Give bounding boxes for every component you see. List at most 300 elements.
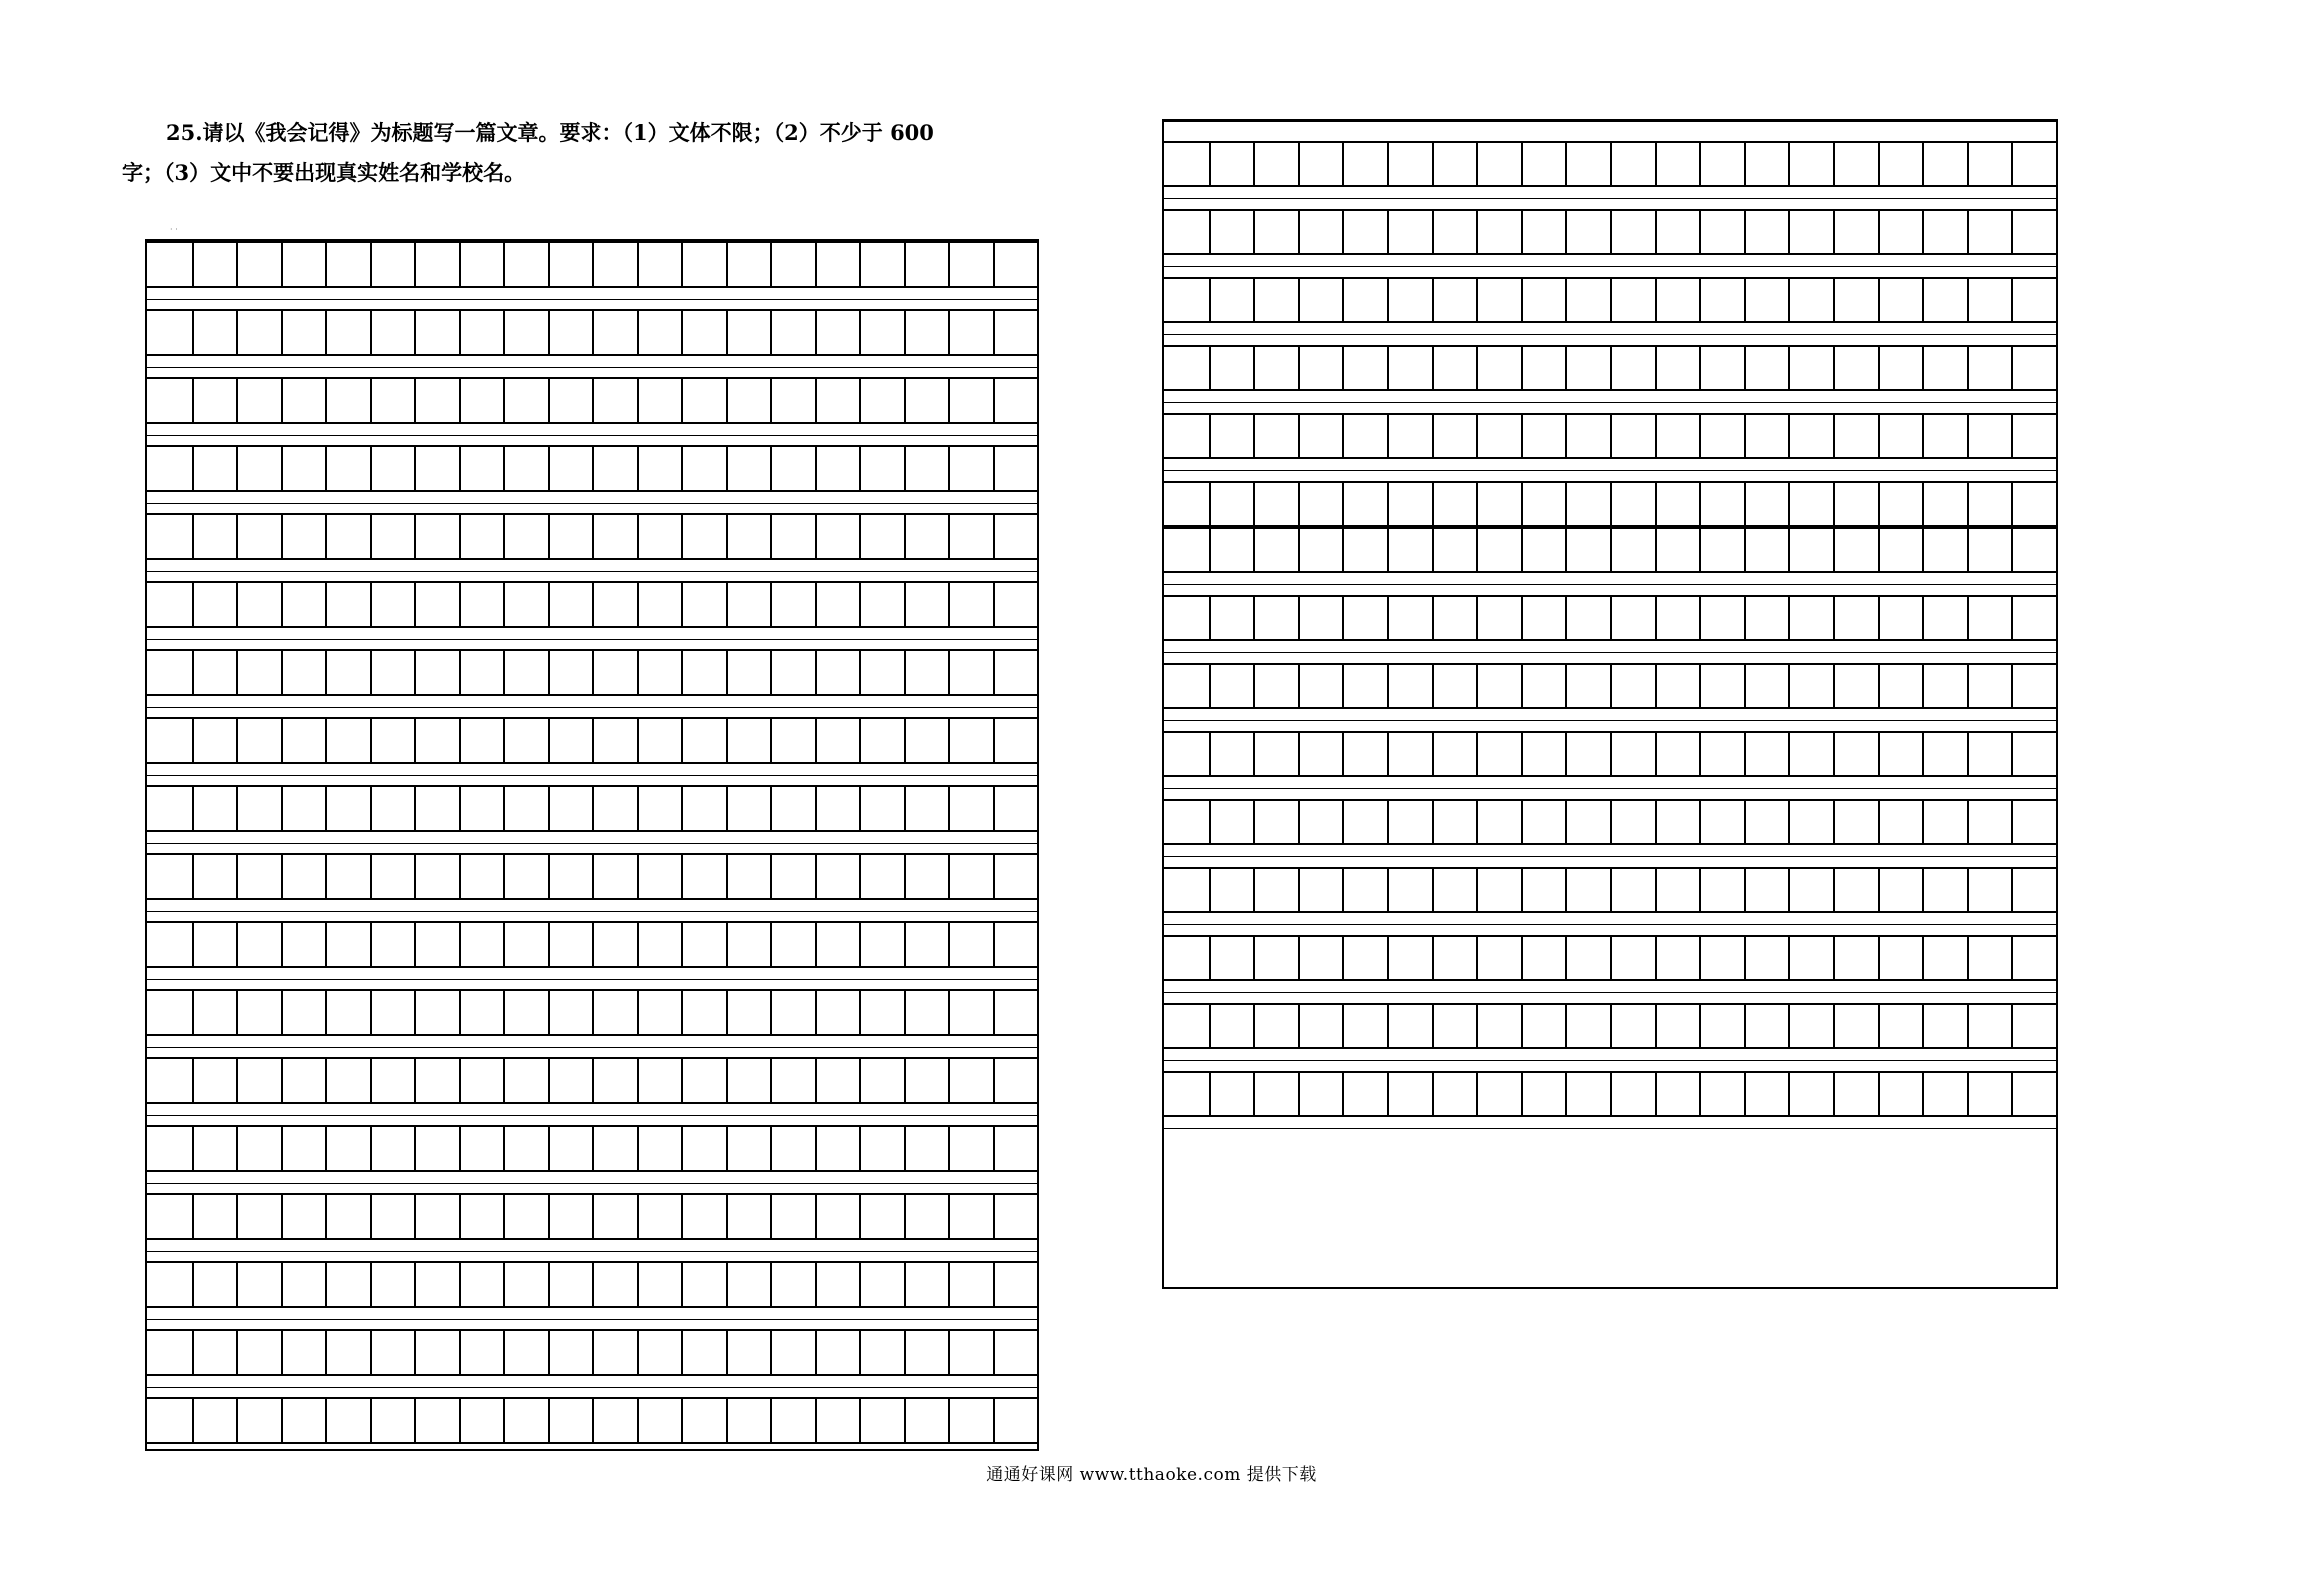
grid-cell[interactable] bbox=[236, 717, 283, 764]
grid-cell[interactable] bbox=[993, 717, 1040, 764]
grid-cell[interactable] bbox=[1833, 209, 1880, 255]
grid-cell[interactable] bbox=[325, 785, 372, 832]
grid-cell[interactable] bbox=[993, 921, 1040, 968]
grid-cell[interactable] bbox=[192, 445, 239, 492]
grid-cell[interactable] bbox=[770, 377, 817, 424]
grid-cell[interactable] bbox=[370, 309, 417, 356]
grid-cell[interactable] bbox=[1788, 867, 1835, 913]
grid-cell[interactable] bbox=[859, 1057, 906, 1104]
grid-cell[interactable] bbox=[1432, 209, 1479, 255]
grid-cell[interactable] bbox=[1164, 527, 1211, 573]
grid-cell[interactable] bbox=[503, 241, 550, 288]
grid-cell[interactable] bbox=[1476, 1071, 1523, 1117]
grid-cell[interactable] bbox=[770, 989, 817, 1036]
grid-cell[interactable] bbox=[1164, 731, 1211, 777]
grid-cell[interactable] bbox=[1387, 141, 1434, 187]
grid-cell[interactable] bbox=[948, 785, 995, 832]
grid-cell[interactable] bbox=[726, 1329, 773, 1376]
grid-cell[interactable] bbox=[1833, 345, 1880, 391]
grid-cell[interactable] bbox=[325, 1193, 372, 1240]
grid-cell[interactable] bbox=[459, 921, 506, 968]
grid-cell[interactable] bbox=[1298, 663, 1345, 709]
grid-cell[interactable] bbox=[815, 921, 862, 968]
grid-cell[interactable] bbox=[1565, 731, 1612, 777]
grid-cell[interactable] bbox=[1209, 595, 1256, 641]
grid-cell[interactable] bbox=[1387, 527, 1434, 573]
grid-cell[interactable] bbox=[815, 241, 862, 288]
grid-cell[interactable] bbox=[1298, 277, 1345, 323]
grid-cell[interactable] bbox=[859, 785, 906, 832]
grid-cell[interactable] bbox=[2011, 527, 2058, 573]
grid-cell[interactable] bbox=[414, 241, 461, 288]
grid-cell[interactable] bbox=[147, 1397, 194, 1444]
grid-cell[interactable] bbox=[1744, 1071, 1791, 1117]
grid-cell[interactable] bbox=[459, 649, 506, 696]
grid-cell[interactable] bbox=[1744, 527, 1791, 573]
grid-cell[interactable] bbox=[993, 1193, 1040, 1240]
grid-cell[interactable] bbox=[1967, 345, 2014, 391]
grid-cell[interactable] bbox=[1788, 1003, 1835, 1049]
grid-cell[interactable] bbox=[1833, 141, 1880, 187]
grid-cell[interactable] bbox=[325, 853, 372, 900]
grid-cell[interactable] bbox=[281, 1261, 328, 1308]
grid-cell[interactable] bbox=[815, 1397, 862, 1444]
grid-cell[interactable] bbox=[1699, 1071, 1746, 1117]
grid-cell[interactable] bbox=[726, 581, 773, 628]
grid-cell[interactable] bbox=[192, 1193, 239, 1240]
grid-cell[interactable] bbox=[370, 513, 417, 560]
grid-cell[interactable] bbox=[1967, 595, 2014, 641]
grid-row[interactable] bbox=[147, 1329, 1037, 1376]
grid-cell[interactable] bbox=[770, 921, 817, 968]
grid-cell[interactable] bbox=[1699, 481, 1746, 527]
grid-cell[interactable] bbox=[503, 1261, 550, 1308]
grid-cell[interactable] bbox=[1387, 799, 1434, 845]
grid-row[interactable] bbox=[1164, 663, 2056, 709]
grid-cell[interactable] bbox=[192, 1261, 239, 1308]
grid-cell[interactable] bbox=[1699, 935, 1746, 981]
grid-cell[interactable] bbox=[681, 241, 728, 288]
grid-row[interactable] bbox=[147, 853, 1037, 900]
grid-cell[interactable] bbox=[325, 377, 372, 424]
grid-cell[interactable] bbox=[1342, 481, 1389, 527]
grid-cell[interactable] bbox=[637, 241, 684, 288]
grid-row[interactable] bbox=[1164, 413, 2056, 459]
grid-cell[interactable] bbox=[1209, 413, 1256, 459]
grid-cell[interactable] bbox=[681, 1329, 728, 1376]
grid-cell[interactable] bbox=[1788, 527, 1835, 573]
grid-cell[interactable] bbox=[1342, 209, 1389, 255]
grid-cell[interactable] bbox=[1744, 209, 1791, 255]
grid-cell[interactable] bbox=[414, 581, 461, 628]
grid-row[interactable] bbox=[1164, 595, 2056, 641]
grid-cell[interactable] bbox=[904, 1125, 951, 1172]
grid-cell[interactable] bbox=[2011, 1003, 2058, 1049]
grid-cell[interactable] bbox=[592, 1057, 639, 1104]
grid-cell[interactable] bbox=[236, 241, 283, 288]
grid-cell[interactable] bbox=[815, 513, 862, 560]
grid-cell[interactable] bbox=[548, 853, 595, 900]
grid-cell[interactable] bbox=[637, 1193, 684, 1240]
grid-cell[interactable] bbox=[681, 1397, 728, 1444]
grid-cell[interactable] bbox=[1610, 1003, 1657, 1049]
grid-cell[interactable] bbox=[459, 445, 506, 492]
grid-cell[interactable] bbox=[1476, 209, 1523, 255]
grid-cell[interactable] bbox=[770, 649, 817, 696]
grid-cell[interactable] bbox=[1878, 209, 1925, 255]
grid-cell[interactable] bbox=[859, 1329, 906, 1376]
grid-cell[interactable] bbox=[681, 581, 728, 628]
grid-cell[interactable] bbox=[726, 921, 773, 968]
grid-cell[interactable] bbox=[236, 853, 283, 900]
grid-cell[interactable] bbox=[1476, 935, 1523, 981]
grid-cell[interactable] bbox=[904, 581, 951, 628]
grid-cell[interactable] bbox=[325, 581, 372, 628]
grid-row[interactable] bbox=[1164, 481, 2056, 527]
grid-cell[interactable] bbox=[1922, 141, 1969, 187]
grid-cell[interactable] bbox=[1432, 731, 1479, 777]
grid-cell[interactable] bbox=[370, 1329, 417, 1376]
grid-cell[interactable] bbox=[325, 445, 372, 492]
grid-cell[interactable] bbox=[1432, 277, 1479, 323]
grid-cell[interactable] bbox=[1788, 345, 1835, 391]
grid-cell[interactable] bbox=[1432, 413, 1479, 459]
grid-cell[interactable] bbox=[815, 1125, 862, 1172]
grid-cell[interactable] bbox=[1298, 345, 1345, 391]
grid-cell[interactable] bbox=[192, 377, 239, 424]
grid-cell[interactable] bbox=[1833, 731, 1880, 777]
grid-cell[interactable] bbox=[503, 513, 550, 560]
grid-cell[interactable] bbox=[325, 921, 372, 968]
grid-cell[interactable] bbox=[548, 1057, 595, 1104]
grid-cell[interactable] bbox=[370, 377, 417, 424]
grid-row[interactable] bbox=[147, 309, 1037, 356]
grid-cell[interactable] bbox=[859, 1397, 906, 1444]
grid-cell[interactable] bbox=[859, 1193, 906, 1240]
grid-row[interactable] bbox=[147, 785, 1037, 832]
grid-cell[interactable] bbox=[236, 581, 283, 628]
grid-cell[interactable] bbox=[503, 785, 550, 832]
grid-cell[interactable] bbox=[1253, 663, 1300, 709]
grid-cell[interactable] bbox=[1699, 867, 1746, 913]
grid-cell[interactable] bbox=[1432, 1003, 1479, 1049]
grid-cell[interactable] bbox=[192, 309, 239, 356]
grid-cell[interactable] bbox=[1744, 935, 1791, 981]
grid-cell[interactable] bbox=[1253, 595, 1300, 641]
grid-cell[interactable] bbox=[192, 649, 239, 696]
grid-cell[interactable] bbox=[1298, 595, 1345, 641]
grid-cell[interactable] bbox=[1878, 277, 1925, 323]
grid-cell[interactable] bbox=[147, 377, 194, 424]
grid-cell[interactable] bbox=[859, 989, 906, 1036]
grid-cell[interactable] bbox=[1253, 413, 1300, 459]
grid-cell[interactable] bbox=[281, 921, 328, 968]
grid-cell[interactable] bbox=[1387, 209, 1434, 255]
grid-cell[interactable] bbox=[1342, 277, 1389, 323]
grid-cell[interactable] bbox=[1878, 527, 1925, 573]
grid-cell[interactable] bbox=[1833, 481, 1880, 527]
grid-cell[interactable] bbox=[236, 1193, 283, 1240]
grid-cell[interactable] bbox=[637, 309, 684, 356]
grid-cell[interactable] bbox=[1209, 527, 1256, 573]
grid-cell[interactable] bbox=[637, 1057, 684, 1104]
grid-cell[interactable] bbox=[414, 1057, 461, 1104]
grid-cell[interactable] bbox=[1521, 731, 1568, 777]
grid-cell[interactable] bbox=[414, 785, 461, 832]
grid-cell[interactable] bbox=[592, 581, 639, 628]
grid-cell[interactable] bbox=[503, 445, 550, 492]
grid-cell[interactable] bbox=[548, 581, 595, 628]
grid-cell[interactable] bbox=[414, 853, 461, 900]
grid-cell[interactable] bbox=[1432, 935, 1479, 981]
grid-cell[interactable] bbox=[548, 649, 595, 696]
grid-cell[interactable] bbox=[1699, 1003, 1746, 1049]
grid-cell[interactable] bbox=[993, 241, 1040, 288]
grid-cell[interactable] bbox=[726, 241, 773, 288]
grid-cell[interactable] bbox=[1655, 141, 1702, 187]
grid-row[interactable] bbox=[147, 241, 1037, 288]
grid-cell[interactable] bbox=[1967, 663, 2014, 709]
grid-cell[interactable] bbox=[1521, 867, 1568, 913]
grid-cell[interactable] bbox=[948, 241, 995, 288]
grid-cell[interactable] bbox=[1655, 345, 1702, 391]
grid-cell[interactable] bbox=[459, 1125, 506, 1172]
grid-cell[interactable] bbox=[414, 377, 461, 424]
grid-cell[interactable] bbox=[459, 989, 506, 1036]
grid-cell[interactable] bbox=[147, 1329, 194, 1376]
grid-cell[interactable] bbox=[281, 717, 328, 764]
grid-cell[interactable] bbox=[993, 377, 1040, 424]
grid-cell[interactable] bbox=[1387, 731, 1434, 777]
grid-cell[interactable] bbox=[1833, 1003, 1880, 1049]
grid-cell[interactable] bbox=[770, 241, 817, 288]
grid-cell[interactable] bbox=[281, 989, 328, 1036]
grid-cell[interactable] bbox=[904, 241, 951, 288]
grid-cell[interactable] bbox=[948, 309, 995, 356]
grid-cell[interactable] bbox=[459, 1057, 506, 1104]
grid-cell[interactable] bbox=[1342, 731, 1389, 777]
grid-cell[interactable] bbox=[414, 989, 461, 1036]
grid-cell[interactable] bbox=[770, 1057, 817, 1104]
grid-cell[interactable] bbox=[1878, 595, 1925, 641]
grid-cell[interactable] bbox=[1699, 413, 1746, 459]
grid-cell[interactable] bbox=[1253, 209, 1300, 255]
grid-cell[interactable] bbox=[1610, 345, 1657, 391]
grid-cell[interactable] bbox=[459, 513, 506, 560]
grid-cell[interactable] bbox=[236, 309, 283, 356]
grid-cell[interactable] bbox=[459, 1193, 506, 1240]
grid-cell[interactable] bbox=[948, 1397, 995, 1444]
grid-cell[interactable] bbox=[1655, 595, 1702, 641]
grid-cell[interactable] bbox=[192, 989, 239, 1036]
grid-cell[interactable] bbox=[681, 1057, 728, 1104]
grid-cell[interactable] bbox=[1253, 1003, 1300, 1049]
grid-cell[interactable] bbox=[1565, 663, 1612, 709]
grid-cell[interactable] bbox=[592, 853, 639, 900]
grid-cell[interactable] bbox=[681, 445, 728, 492]
grid-cell[interactable] bbox=[1833, 663, 1880, 709]
grid-cell[interactable] bbox=[236, 1329, 283, 1376]
grid-cell[interactable] bbox=[325, 1397, 372, 1444]
grid-cell[interactable] bbox=[236, 1261, 283, 1308]
grid-cell[interactable] bbox=[904, 445, 951, 492]
grid-cell[interactable] bbox=[770, 1125, 817, 1172]
grid-cell[interactable] bbox=[1164, 867, 1211, 913]
grid-cell[interactable] bbox=[1476, 527, 1523, 573]
grid-cell[interactable] bbox=[681, 785, 728, 832]
grid-cell[interactable] bbox=[236, 921, 283, 968]
grid-cell[interactable] bbox=[459, 717, 506, 764]
grid-cell[interactable] bbox=[281, 377, 328, 424]
grid-cell[interactable] bbox=[1164, 1003, 1211, 1049]
grid-cell[interactable] bbox=[1209, 209, 1256, 255]
grid-cell[interactable] bbox=[592, 1329, 639, 1376]
grid-cell[interactable] bbox=[1967, 277, 2014, 323]
grid-cell[interactable] bbox=[459, 309, 506, 356]
grid-cell[interactable] bbox=[592, 649, 639, 696]
grid-cell[interactable] bbox=[1432, 595, 1479, 641]
grid-cell[interactable] bbox=[1565, 867, 1612, 913]
grid-cell[interactable] bbox=[1164, 799, 1211, 845]
grid-cell[interactable] bbox=[1209, 345, 1256, 391]
grid-cell[interactable] bbox=[1476, 481, 1523, 527]
grid-cell[interactable] bbox=[548, 785, 595, 832]
grid-cell[interactable] bbox=[859, 1261, 906, 1308]
grid-cell[interactable] bbox=[681, 717, 728, 764]
grid-cell[interactable] bbox=[1521, 595, 1568, 641]
grid-cell[interactable] bbox=[1432, 527, 1479, 573]
grid-cell[interactable] bbox=[1209, 799, 1256, 845]
grid-cell[interactable] bbox=[815, 581, 862, 628]
grid-cell[interactable] bbox=[1744, 731, 1791, 777]
grid-cell[interactable] bbox=[459, 1397, 506, 1444]
grid-row[interactable] bbox=[147, 513, 1037, 560]
grid-cell[interactable] bbox=[681, 1193, 728, 1240]
grid-cell[interactable] bbox=[1744, 867, 1791, 913]
grid-row[interactable] bbox=[147, 1057, 1037, 1104]
grid-cell[interactable] bbox=[370, 241, 417, 288]
grid-cell[interactable] bbox=[459, 377, 506, 424]
grid-cell[interactable] bbox=[548, 717, 595, 764]
grid-cell[interactable] bbox=[147, 445, 194, 492]
grid-cell[interactable] bbox=[1387, 1003, 1434, 1049]
grid-cell[interactable] bbox=[1164, 1071, 1211, 1117]
grid-cell[interactable] bbox=[1610, 935, 1657, 981]
grid-cell[interactable] bbox=[1298, 935, 1345, 981]
grid-cell[interactable] bbox=[592, 513, 639, 560]
grid-cell[interactable] bbox=[592, 309, 639, 356]
grid-cell[interactable] bbox=[325, 1125, 372, 1172]
grid-cell[interactable] bbox=[948, 921, 995, 968]
grid-cell[interactable] bbox=[904, 513, 951, 560]
grid-cell[interactable] bbox=[192, 241, 239, 288]
grid-cell[interactable] bbox=[1565, 1071, 1612, 1117]
grid-cell[interactable] bbox=[1521, 799, 1568, 845]
grid-cell[interactable] bbox=[325, 989, 372, 1036]
grid-cell[interactable] bbox=[548, 1261, 595, 1308]
grid-cell[interactable] bbox=[1655, 277, 1702, 323]
grid-cell[interactable] bbox=[1298, 209, 1345, 255]
grid-cell[interactable] bbox=[1922, 595, 1969, 641]
grid-cell[interactable] bbox=[1922, 209, 1969, 255]
grid-cell[interactable] bbox=[1164, 595, 1211, 641]
grid-cell[interactable] bbox=[1610, 527, 1657, 573]
grid-cell[interactable] bbox=[770, 513, 817, 560]
grid-cell[interactable] bbox=[1164, 935, 1211, 981]
grid-cell[interactable] bbox=[1922, 1003, 1969, 1049]
grid-cell[interactable] bbox=[1565, 799, 1612, 845]
grid-cell[interactable] bbox=[1922, 277, 1969, 323]
grid-cell[interactable] bbox=[726, 1397, 773, 1444]
grid-cell[interactable] bbox=[770, 1261, 817, 1308]
grid-cell[interactable] bbox=[1655, 413, 1702, 459]
grid-cell[interactable] bbox=[370, 717, 417, 764]
grid-cell[interactable] bbox=[637, 921, 684, 968]
grid-cell[interactable] bbox=[236, 1125, 283, 1172]
grid-cell[interactable] bbox=[325, 1261, 372, 1308]
grid-cell[interactable] bbox=[993, 1261, 1040, 1308]
grid-cell[interactable] bbox=[414, 513, 461, 560]
grid-cell[interactable] bbox=[1387, 867, 1434, 913]
grid-cell[interactable] bbox=[1342, 799, 1389, 845]
grid-cell[interactable] bbox=[1699, 209, 1746, 255]
grid-cell[interactable] bbox=[548, 241, 595, 288]
grid-cell[interactable] bbox=[1387, 1071, 1434, 1117]
grid-cell[interactable] bbox=[637, 853, 684, 900]
grid-cell[interactable] bbox=[904, 989, 951, 1036]
grid-cell[interactable] bbox=[993, 785, 1040, 832]
grid-cell[interactable] bbox=[1610, 209, 1657, 255]
grid-cell[interactable] bbox=[1967, 1003, 2014, 1049]
grid-row[interactable] bbox=[1164, 277, 2056, 323]
grid-row[interactable] bbox=[147, 649, 1037, 696]
grid-cell[interactable] bbox=[236, 785, 283, 832]
grid-cell[interactable] bbox=[236, 377, 283, 424]
grid-cell[interactable] bbox=[904, 1193, 951, 1240]
grid-cell[interactable] bbox=[1298, 731, 1345, 777]
grid-cell[interactable] bbox=[236, 989, 283, 1036]
grid-cell[interactable] bbox=[993, 445, 1040, 492]
grid-cell[interactable] bbox=[1253, 935, 1300, 981]
grid-cell[interactable] bbox=[1476, 345, 1523, 391]
grid-cell[interactable] bbox=[1298, 527, 1345, 573]
grid-cell[interactable] bbox=[147, 989, 194, 1036]
grid-row[interactable] bbox=[147, 989, 1037, 1036]
grid-cell[interactable] bbox=[1476, 413, 1523, 459]
grid-cell[interactable] bbox=[2011, 209, 2058, 255]
grid-cell[interactable] bbox=[1610, 663, 1657, 709]
grid-cell[interactable] bbox=[1253, 867, 1300, 913]
grid-cell[interactable] bbox=[1342, 935, 1389, 981]
grid-cell[interactable] bbox=[726, 445, 773, 492]
grid-cell[interactable] bbox=[948, 717, 995, 764]
grid-cell[interactable] bbox=[1922, 731, 1969, 777]
grid-cell[interactable] bbox=[1788, 799, 1835, 845]
grid-cell[interactable] bbox=[1655, 481, 1702, 527]
grid-cell[interactable] bbox=[459, 853, 506, 900]
grid-cell[interactable] bbox=[1253, 141, 1300, 187]
grid-cell[interactable] bbox=[325, 309, 372, 356]
grid-cell[interactable] bbox=[1967, 935, 2014, 981]
grid-cell[interactable] bbox=[503, 1329, 550, 1376]
grid-cell[interactable] bbox=[1833, 595, 1880, 641]
grid-cell[interactable] bbox=[503, 309, 550, 356]
grid-cell[interactable] bbox=[859, 445, 906, 492]
grid-cell[interactable] bbox=[370, 1193, 417, 1240]
grid-cell[interactable] bbox=[859, 921, 906, 968]
grid-cell[interactable] bbox=[414, 1261, 461, 1308]
grid-cell[interactable] bbox=[2011, 663, 2058, 709]
